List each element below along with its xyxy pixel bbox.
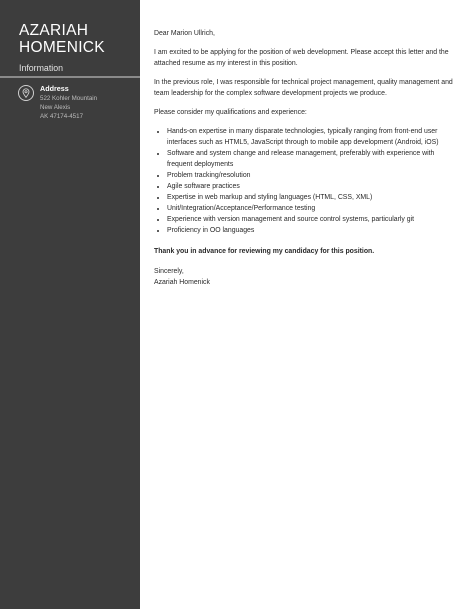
list-item: • Hands-on expertise in many disparate technologies, typically ranging from front-end user interfaces such as HTML5, JavaScript through to mobile app development (Android, iOS): [167, 126, 454, 148]
information-heading: Information: [19, 63, 64, 73]
information-divider: [0, 76, 140, 78]
qualifications-intro: Please consider my qualifications and experience:: [154, 109, 307, 116]
closing: Sincerely,: [154, 268, 184, 275]
experience-paragraph: In the previous role, I was responsible for technical project management, quality management and team leadership for the complex software development projects we produce.: [154, 79, 453, 97]
sidebar: [0, 0, 140, 609]
intro-paragraph: I am excited to be applying for the position of web development. Please accept this letter and the attached resume as my interest in this position.: [154, 49, 449, 67]
name-last: HOMENICK: [19, 39, 105, 56]
signature-name: Azariah Homenick: [154, 279, 210, 286]
list-item: • Proficiency in OO languages: [167, 225, 454, 236]
applicant-name: [19, 22, 137, 56]
list-item: • Software and system change and release management, preferably with experience with frequent deployments: [167, 148, 454, 170]
location-pin-icon: [18, 85, 34, 101]
address-city: New Alexis: [40, 104, 71, 111]
list-item: • Experience with version management and source control systems, particularly git: [167, 214, 454, 225]
salutation: Dear Marion Ullrich,: [154, 30, 215, 37]
list-item: • Unit/Integration/Acceptance/Performance testing: [167, 203, 454, 214]
cover-letter-body: [154, 28, 454, 288]
list-item: • Problem tracking/resolution: [167, 170, 454, 181]
address-label: Address: [40, 84, 69, 93]
address-street: 522 Kohler Mountain: [40, 95, 98, 102]
address-state-zip: AK 47174-4517: [40, 113, 84, 120]
qualifications-list: [154, 126, 454, 236]
list-item: • Agile software practices: [167, 181, 454, 192]
name-first: AZARIAH: [19, 22, 89, 39]
thanks-line: Thank you in advance for reviewing my candidacy for this position.: [154, 248, 375, 255]
list-item: • Expertise in web markup and styling languages (HTML, CSS, XML): [167, 192, 454, 203]
